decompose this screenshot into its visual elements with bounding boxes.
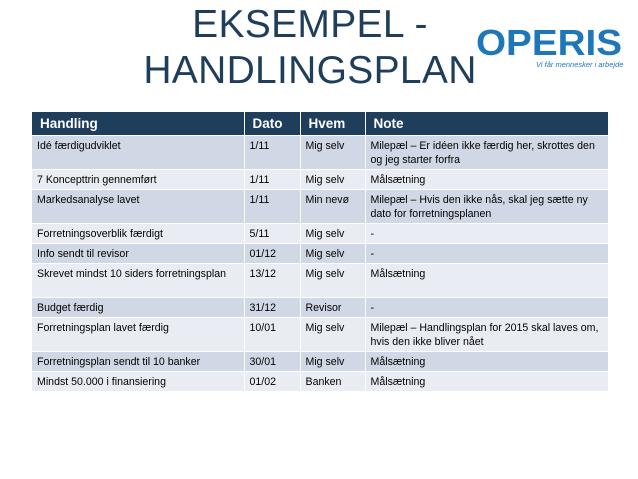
table-header-row xyxy=(32,112,608,136)
cell-hvem: Mig selv xyxy=(300,352,365,372)
cell-hvem: Mig selv xyxy=(300,264,365,298)
table-row xyxy=(32,264,608,298)
cell-handling: Skrevet mindst 10 siders forretningsplan xyxy=(32,264,244,298)
cell-note: - xyxy=(365,224,608,244)
cell-note: - xyxy=(365,298,608,318)
operis-logo xyxy=(476,24,624,70)
table-row xyxy=(32,224,608,244)
cell-note: Målsætning xyxy=(365,372,608,392)
table-row xyxy=(32,244,608,264)
table-row xyxy=(32,190,608,224)
cell-dato: 10/01 xyxy=(244,318,300,352)
table-row xyxy=(32,136,608,170)
cell-dato: 01/12 xyxy=(244,244,300,264)
cell-dato: 30/01 xyxy=(244,352,300,372)
table-row xyxy=(32,352,608,372)
header-note: Note xyxy=(365,112,608,136)
cell-note: - xyxy=(365,244,608,264)
table-row xyxy=(32,318,608,352)
cell-hvem: Revisor xyxy=(300,298,365,318)
header-hvem: Hvem xyxy=(300,112,365,136)
cell-dato: 31/12 xyxy=(244,298,300,318)
logo-wordmark: OPERIS xyxy=(476,22,622,63)
action-plan-table xyxy=(32,112,608,391)
cell-handling: Idé færdigudviklet xyxy=(32,136,244,170)
cell-hvem: Mig selv xyxy=(300,224,365,244)
cell-note: Milepæl – Handlingsplan for 2015 skal laves om, hvis den ikke bliver nået xyxy=(365,318,608,352)
table-row xyxy=(32,170,608,190)
cell-handling: Markedsanalyse lavet xyxy=(32,190,244,224)
cell-handling: Forretningsoverblik færdigt xyxy=(32,224,244,244)
cell-hvem: Mig selv xyxy=(300,244,365,264)
cell-handling: Forretningsplan lavet færdig xyxy=(32,318,244,352)
cell-dato: 1/11 xyxy=(244,190,300,224)
cell-dato: 01/02 xyxy=(244,372,300,392)
table-row xyxy=(32,372,608,392)
table-row xyxy=(32,298,608,318)
cell-note: Milepæl – Hvis den ikke nås, skal jeg sætte ny dato for forretningsplanen xyxy=(365,190,608,224)
cell-dato: 5/11 xyxy=(244,224,300,244)
title-line-2: HANDLINGSPLAN xyxy=(143,49,477,92)
cell-handling: 7 Koncepttrin gennemført xyxy=(32,170,244,190)
cell-handling: Budget færdig xyxy=(32,298,244,318)
cell-hvem: Mig selv xyxy=(300,318,365,352)
cell-dato: 1/11 xyxy=(244,170,300,190)
cell-hvem: Mig selv xyxy=(300,136,365,170)
cell-note: Målsætning xyxy=(365,352,608,372)
cell-note: Milepæl – Er idéen ikke færdig her, skrottes den og jeg starter forfra xyxy=(365,136,608,170)
cell-handling: Forretningsplan sendt til 10 banker xyxy=(32,352,244,372)
cell-handling: Mindst 50.000 i finansiering xyxy=(32,372,244,392)
cell-dato: 1/11 xyxy=(244,136,300,170)
header-handling: Handling xyxy=(32,112,244,136)
slide-title xyxy=(120,2,500,94)
cell-dato: 13/12 xyxy=(244,264,300,298)
logo-tagline: Vi får mennesker i arbejde xyxy=(536,60,624,69)
cell-hvem: Banken xyxy=(300,372,365,392)
cell-hvem: Min nevø xyxy=(300,190,365,224)
cell-note: Målsætning xyxy=(365,170,608,190)
title-line-1: EKSEMPEL - xyxy=(192,3,428,46)
header-dato: Dato xyxy=(244,112,300,136)
cell-hvem: Mig selv xyxy=(300,170,365,190)
cell-note: Målsætning xyxy=(365,264,608,298)
cell-handling: Info sendt til revisor xyxy=(32,244,244,264)
